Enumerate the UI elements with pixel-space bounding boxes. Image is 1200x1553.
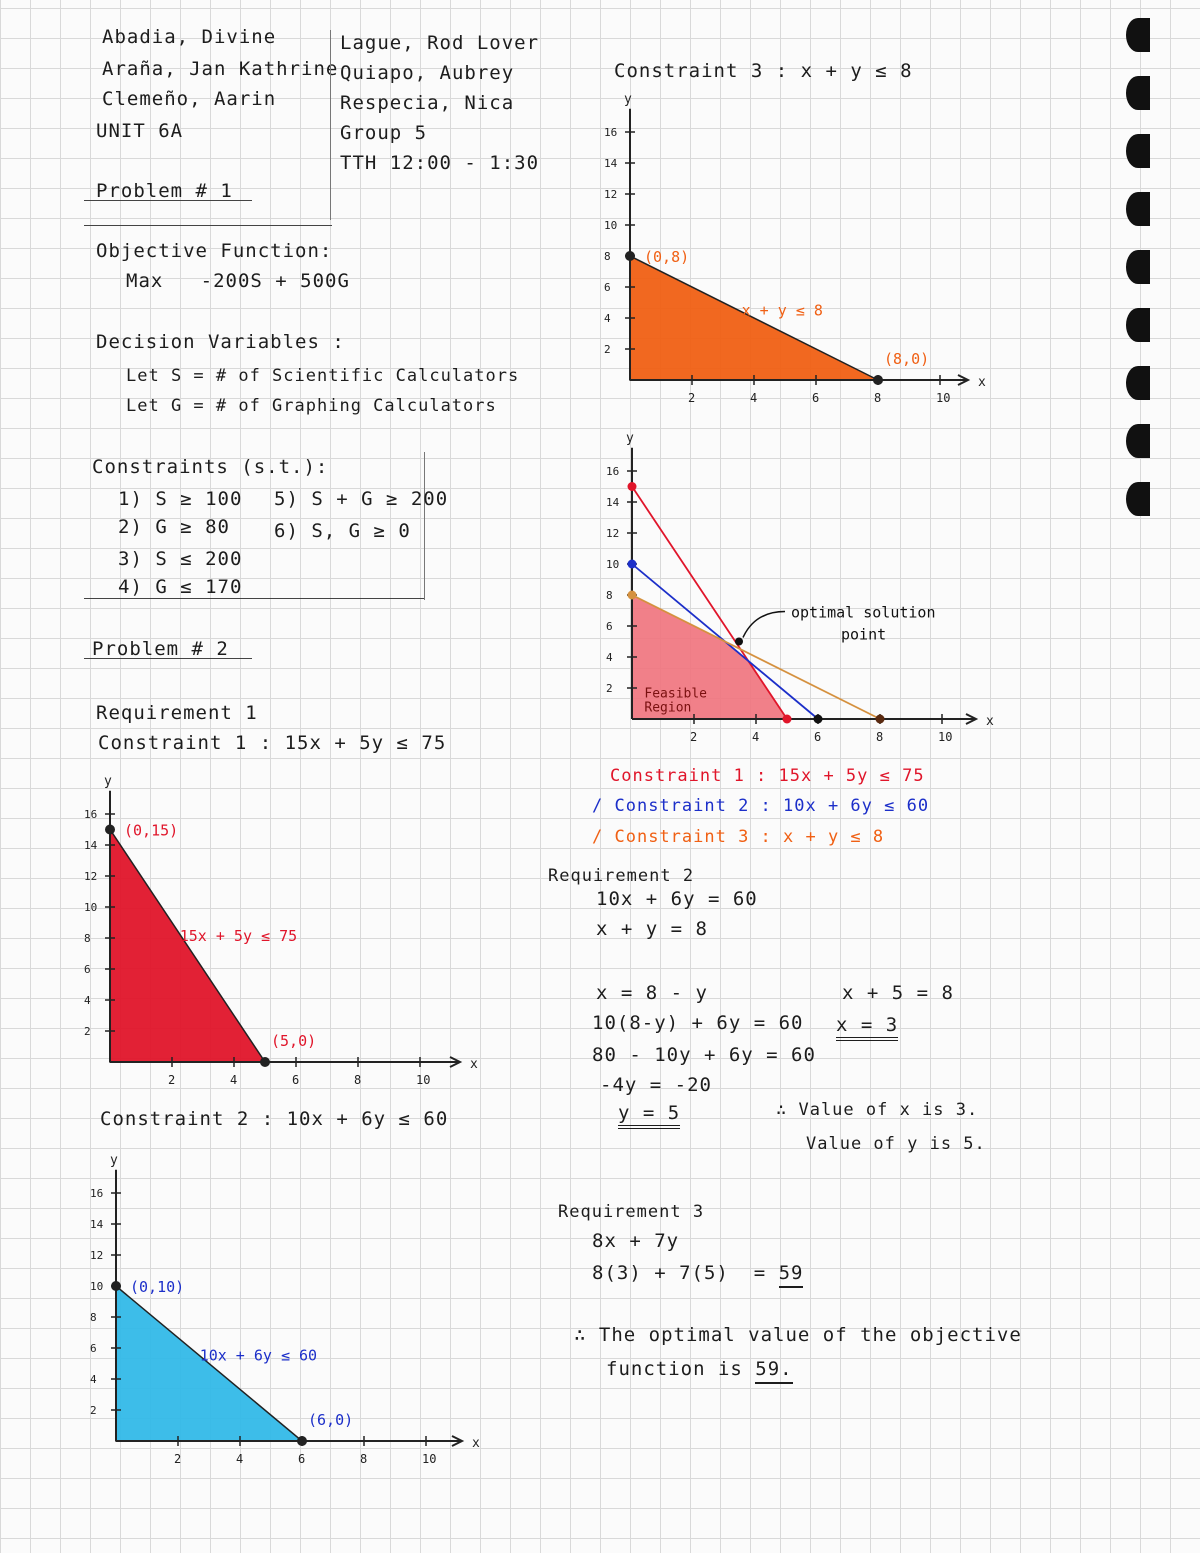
y-tick-label: 8 bbox=[90, 1311, 97, 1324]
req2-side-step: x + 5 = 8 bbox=[842, 982, 954, 1004]
y-tick-label: 10 bbox=[604, 219, 618, 232]
annotation-arrow bbox=[743, 612, 785, 638]
final-value: 59. bbox=[755, 1358, 792, 1384]
y-tick-label: 12 bbox=[606, 527, 620, 540]
x-tick-label: 8 bbox=[360, 1452, 368, 1466]
x-tick-label: 6 bbox=[298, 1452, 306, 1466]
x-tick-label: 2 bbox=[168, 1073, 176, 1087]
y-tick-label: 2 bbox=[604, 343, 611, 356]
x-axis-label: x bbox=[472, 1436, 480, 1451]
member-name: Clemeño, Aarin bbox=[102, 88, 277, 110]
member-name: Quiapo, Aubrey bbox=[340, 62, 515, 84]
y-tick-label: 6 bbox=[84, 963, 91, 976]
x-value: x = 3 bbox=[836, 1014, 898, 1041]
y-axis-label: y bbox=[624, 91, 632, 107]
intercept-point bbox=[814, 715, 823, 724]
unit-label: UNIT 6A bbox=[96, 120, 184, 142]
intercept-point bbox=[873, 375, 883, 385]
y-tick-label: 8 bbox=[84, 932, 91, 945]
conclusion-y: Value of y is 5. bbox=[806, 1134, 986, 1154]
req2-equation: 10x + 6y = 60 bbox=[596, 888, 758, 910]
constraint-1: 1) S ≥ 100 bbox=[118, 488, 243, 510]
constraint2-caption: Constraint 2 : 10x + 6y ≤ 60 bbox=[100, 1108, 449, 1130]
member-name: Lague, Rod Lover bbox=[340, 32, 540, 54]
feasible-label: Region bbox=[644, 700, 692, 716]
member-name: Araña, Jan Kathrine bbox=[102, 58, 339, 80]
req2-step: 80 - 10y + 6y = 60 bbox=[592, 1044, 816, 1066]
requirement1-label: Requirement 1 bbox=[96, 702, 258, 724]
y-axis-label: y bbox=[110, 1152, 118, 1168]
feasible-label: Feasible bbox=[644, 686, 708, 702]
y-tick-label: 12 bbox=[90, 1249, 104, 1262]
point-label: (0,10) bbox=[130, 1278, 185, 1296]
final-statement: ∴ The optimal value of the objective bbox=[574, 1324, 1022, 1346]
region-equation-label: 10x + 6y ≤ 60 bbox=[199, 1346, 318, 1365]
x-tick-label: 2 bbox=[688, 391, 696, 405]
x-tick-label: 10 bbox=[416, 1073, 431, 1087]
x-tick-label: 6 bbox=[814, 730, 822, 744]
final-statement-text: function is bbox=[606, 1358, 756, 1380]
y-tick-label: 4 bbox=[90, 1373, 97, 1386]
constraint-6: 6) S, G ≥ 0 bbox=[274, 520, 411, 542]
intercept-point bbox=[628, 591, 637, 600]
req2-equation: x + y = 8 bbox=[596, 918, 708, 940]
intercept-point bbox=[260, 1057, 270, 1067]
constraint-5: 5) S + G ≥ 200 bbox=[274, 488, 449, 510]
y-tick-label: 14 bbox=[84, 839, 98, 852]
constraint3-caption: Constraint 3 : x + y ≤ 8 bbox=[614, 60, 913, 82]
requirement2-label: Requirement 2 bbox=[548, 866, 695, 886]
y-tick-label: 10 bbox=[606, 558, 620, 571]
x-tick-label: 8 bbox=[874, 391, 882, 405]
final-statement-2 bbox=[606, 1360, 793, 1379]
y-tick-label: 2 bbox=[84, 1025, 91, 1038]
y-tick-label: 10 bbox=[90, 1280, 104, 1293]
x-axis-label: x bbox=[986, 714, 994, 729]
legend-constraint3: / Constraint 3 : x + y ≤ 8 bbox=[592, 827, 885, 847]
x-tick-label: 8 bbox=[876, 730, 884, 744]
optimal-point bbox=[735, 638, 743, 646]
req2-result-y bbox=[618, 1104, 680, 1123]
y-axis-label: y bbox=[104, 773, 112, 789]
x-tick-label: 2 bbox=[174, 1452, 182, 1466]
y-tick-label: 16 bbox=[606, 465, 620, 478]
y-tick-label: 10 bbox=[84, 901, 98, 914]
point-label: (6,0) bbox=[308, 1411, 354, 1429]
problem2-title: Problem # 2 bbox=[92, 638, 229, 660]
region-equation-label: 15x + 5y ≤ 75 bbox=[179, 927, 298, 946]
req3-value: 59 bbox=[779, 1262, 804, 1288]
y-tick-label: 16 bbox=[604, 126, 618, 139]
x-axis-label: x bbox=[978, 375, 986, 390]
x-tick-label: 8 bbox=[354, 1073, 362, 1087]
x-tick-label: 2 bbox=[690, 730, 698, 744]
member-name: Abadia, Divine bbox=[102, 26, 277, 48]
decision-label: Decision Variables : bbox=[96, 331, 345, 353]
y-tick-label: 14 bbox=[604, 157, 618, 170]
req2-result-x bbox=[836, 1016, 898, 1035]
intercept-point bbox=[628, 482, 637, 491]
y-axis-label: y bbox=[626, 430, 634, 446]
y-tick-label: 8 bbox=[604, 250, 611, 263]
y-tick-label: 6 bbox=[604, 281, 611, 294]
point-label: (5,0) bbox=[271, 1032, 317, 1050]
intercept-point bbox=[628, 560, 637, 569]
x-tick-label: 6 bbox=[812, 391, 820, 405]
constraint1-caption: Constraint 1 : 15x + 5y ≤ 75 bbox=[98, 732, 447, 754]
y-tick-label: 2 bbox=[90, 1404, 97, 1417]
x-tick-label: 4 bbox=[750, 391, 758, 405]
y-value: y = 5 bbox=[618, 1102, 680, 1129]
req3-substitution-text: 8(3) + 7(5) = bbox=[592, 1262, 779, 1284]
constraints-label: Constraints (s.t.): bbox=[92, 456, 329, 478]
y-tick-label: 6 bbox=[90, 1342, 97, 1355]
y-tick-label: 16 bbox=[84, 808, 98, 821]
x-tick-label: 10 bbox=[936, 391, 951, 405]
intercept-point bbox=[783, 715, 792, 724]
req2-step: x = 8 - y bbox=[596, 982, 708, 1004]
x-tick-label: 10 bbox=[422, 1452, 437, 1466]
req3-substitution bbox=[592, 1264, 803, 1283]
member-name: Respecia, Nica bbox=[340, 92, 515, 114]
variable-s: Let S = # of Scientific Calculators bbox=[126, 366, 520, 386]
legend-constraint2-text: Constraint 2 : 10x + 6y ≤ 60 bbox=[614, 796, 930, 816]
constraint-2: 2) G ≥ 80 bbox=[118, 516, 230, 538]
legend-constraint2: / Constraint 2 : 10x + 6y ≤ 60 bbox=[592, 796, 930, 816]
x-tick-label: 4 bbox=[230, 1073, 238, 1087]
intercept-point bbox=[111, 1281, 121, 1291]
legend-constraint1: Constraint 1 : 15x + 5y ≤ 75 bbox=[610, 766, 925, 786]
conclusion-x: ∴ Value of x is 3. bbox=[776, 1100, 979, 1120]
intercept-point bbox=[297, 1436, 307, 1446]
optimal-label: optimal solution bbox=[791, 603, 936, 622]
optimal-label: point bbox=[841, 625, 887, 644]
y-tick-label: 12 bbox=[84, 870, 98, 883]
y-tick-label: 14 bbox=[90, 1218, 104, 1231]
schedule-label: TTH 12:00 - 1:30 bbox=[340, 152, 540, 174]
x-tick-label: 6 bbox=[292, 1073, 300, 1087]
y-tick-label: 12 bbox=[604, 188, 618, 201]
x-tick-label: 4 bbox=[752, 730, 760, 744]
problem1-title: Problem # 1 bbox=[96, 180, 233, 202]
y-tick-label: 4 bbox=[84, 994, 91, 1007]
objective-function: Max -200S + 500G bbox=[126, 270, 350, 292]
point-label: (0,15) bbox=[124, 821, 179, 840]
y-tick-label: 6 bbox=[606, 620, 613, 633]
point-label: (8,0) bbox=[884, 350, 930, 368]
y-tick-label: 14 bbox=[606, 496, 620, 509]
x-tick-label: 4 bbox=[236, 1452, 244, 1466]
region-equation-label: x + y ≤ 8 bbox=[741, 301, 823, 320]
variable-g: Let G = # of Graphing Calculators bbox=[126, 396, 497, 416]
x-axis-label: x bbox=[470, 1057, 478, 1072]
requirement3-label: Requirement 3 bbox=[558, 1202, 705, 1222]
shaded-region bbox=[110, 830, 265, 1063]
intercept-point bbox=[105, 825, 115, 835]
req2-step: -4y = -20 bbox=[600, 1074, 712, 1096]
y-tick-label: 8 bbox=[606, 589, 613, 602]
x-tick-label: 10 bbox=[938, 730, 953, 744]
constraint-4: 4) G ≤ 170 bbox=[118, 576, 243, 598]
req2-step: 10(8-y) + 6y = 60 bbox=[592, 1012, 804, 1034]
point-label: (0,8) bbox=[644, 248, 690, 266]
y-tick-label: 4 bbox=[606, 651, 613, 664]
y-tick-label: 16 bbox=[90, 1187, 104, 1200]
objective-label: Objective Function: bbox=[96, 240, 333, 262]
group-label: Group 5 bbox=[340, 122, 428, 144]
y-tick-label: 2 bbox=[606, 682, 613, 695]
y-tick-label: 4 bbox=[604, 312, 611, 325]
intercept-point bbox=[625, 251, 635, 261]
req3-objective: 8x + 7y bbox=[592, 1230, 680, 1252]
legend-constraint3-text: Constraint 3 : x + y ≤ 8 bbox=[614, 827, 885, 847]
intercept-point bbox=[876, 715, 885, 724]
constraint-3: 3) S ≤ 200 bbox=[118, 548, 243, 570]
